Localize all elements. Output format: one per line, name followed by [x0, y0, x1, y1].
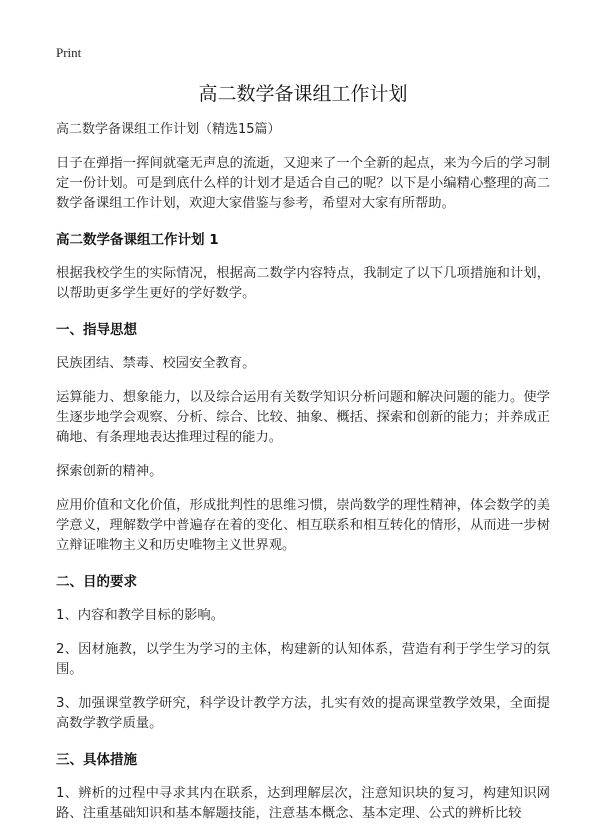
- article-content: [56, 80, 550, 824]
- part1-heading: 一、指导思想: [56, 322, 137, 338]
- part1-paragraph: 探索创新的精神。: [56, 464, 163, 479]
- part2-paragraph: 1、内容和教学目标的影响。: [56, 608, 225, 623]
- part3-heading: 三、具体措施: [56, 752, 137, 768]
- section-paragraph: 根据我校学生的实际情况，根据高二数学内容特点，我制定了以下几项措施和计划，以帮助更多学生更好的学好数学。: [56, 266, 550, 301]
- part2-paragraph: 2、因材施教，以学生为学习的主体，构建新的认知体系，营造有利于学生学习的氛围。: [56, 642, 550, 677]
- part2-paragraph: 3、加强课堂教学研究，科学设计教学方法，扎实有效的提高课堂教学效果，全面提高数学教学质量。: [56, 696, 550, 731]
- part1-paragraph: 运算能力、想象能力，以及综合运用有关数学知识分析问题和解决问题的能力。使学生逐步地学会观察、分析、综合、比较、抽象、概括、探索和创新的能力；并养成正确地、有条理地表达推理过程的能力。: [56, 390, 550, 445]
- part1-paragraph: 民族团结、禁毒、校园安全教育。: [56, 356, 256, 371]
- intro-paragraph: 日子在弹指一挥间就毫无声息的流逝，又迎来了一个全新的起点，来为今后的学习制定一份计划。可是到底什么样的计划才是适合自己的呢？以下是小编精心整理的高二数学备课组工作计划，欢迎大家借鉴与参考，希望对大家有所帮助。: [56, 156, 550, 211]
- article-subtitle: 高二数学备课组工作计划（精选15篇）: [56, 122, 281, 137]
- part2-heading: 二、目的要求: [56, 574, 137, 590]
- page-title: 高二数学备课组工作计划: [198, 83, 408, 105]
- part3-paragraph: 1、辨析的过程中寻求其内在联系，达到理解层次，注意知识块的复习，构建知识网路、注重基础知识和基本解题技能，注意基本概念、基本定理、公式的辨析比较: [56, 786, 550, 821]
- section-heading: 高二数学备课组工作计划 1: [56, 232, 219, 248]
- print-link[interactable]: Print: [56, 45, 82, 60]
- part1-paragraph: 应用价值和文化价值，形成批判性的思维习惯，崇尚数学的理性精神，体会数学的美学意义，理解数学中普遍存在着的变化、相互联系和相互转化的情形，从而进一步树立辩证唯物主义和历史唯物主义世界观。: [56, 498, 550, 553]
